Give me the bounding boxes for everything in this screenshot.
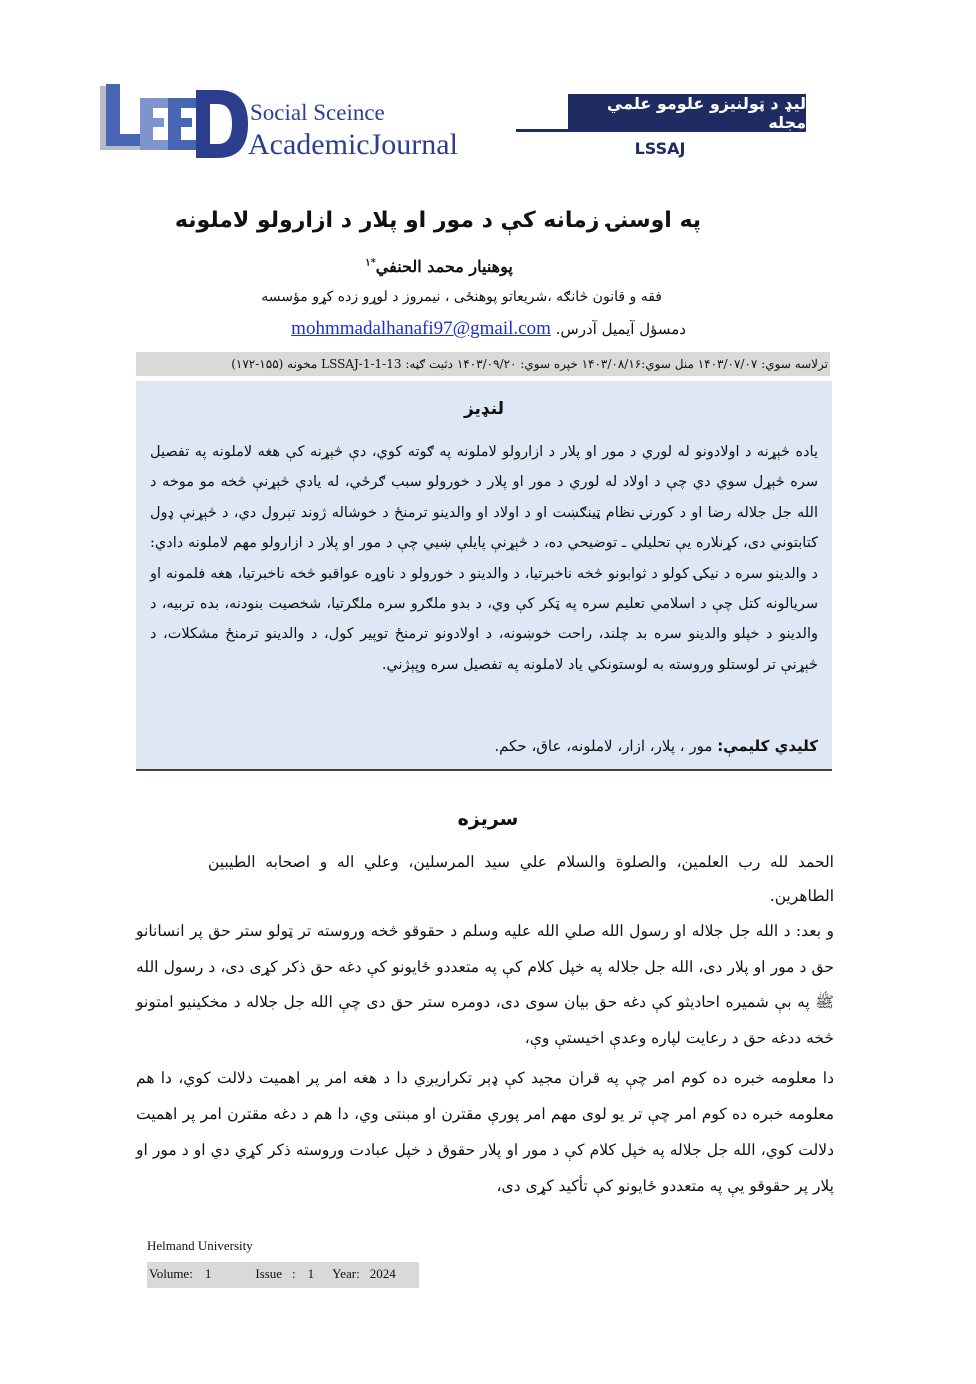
logo-subtitle-journal: AcademicJournal — [248, 128, 458, 161]
abstract-heading: لنډیز — [463, 399, 505, 419]
journal-logo — [100, 84, 250, 162]
issue-label: Issue — [255, 1266, 283, 1281]
email-label: دمسؤل آیمیل آدرس. — [555, 320, 686, 338]
volume-value: 1 — [204, 1266, 212, 1281]
journal-abbreviation: LSSAJ — [634, 139, 686, 158]
abstract-box — [136, 381, 832, 771]
volume-label: Volume: — [149, 1266, 193, 1281]
issue-value: 1 — [307, 1266, 315, 1281]
article-dates: ترلاسه سوي: ۱۴۰۳/۰۷/۰۷ منل سوي:۱۴۰۳/۰۸/۱۶ خپره سوي: ۱۴۰۳/۰۹/۲۰ دثبت ګڼه: LSSAJ-1-1-13 مخونه (۱۵۵-۱۷۲) — [136, 352, 830, 376]
email-row — [240, 318, 686, 340]
author-mark: *۱ — [365, 257, 376, 269]
author-name: پوهنیار محمد الحنفي — [375, 257, 513, 276]
keywords-list: مور ، پلار، ازار، لاملونه، عاق، حکم. — [494, 737, 713, 755]
year-value: 2024 — [369, 1266, 396, 1281]
keywords — [150, 737, 818, 755]
author-affiliation: فقه و قانون څانګه ،شریعاتو پوهنځی ، نیمروز د لوړو زده کړو مؤسسه — [261, 289, 662, 305]
footer-volume-bar — [147, 1262, 419, 1288]
year-label: Year: — [332, 1266, 360, 1281]
article-title: په اوسنۍ زمانه کې د مور او پلار د ازارولو لاملونه — [174, 208, 702, 233]
leed-logo-icon — [100, 84, 250, 162]
intro-paragraph-1: الحمد لله رب العلمین، والصلوة والسلام علي سید المرسلین، وعلي اله و اصحابه الطیبین الطاهرین. — [208, 853, 834, 905]
abstract-text: یاده څېړنه د اولادونو له لوري د مور او پلار د ازارولو لاملونه په ګوته کوي، دې څېړنه کې هغه لاملونه په تفصیل سره څېړل سوي دي چې د اولاد له لوري د مور او پلار د خورولو سبب ګرځي، له یادې څېړنې څخه مو موخه د الله جل جلاله رضا او د کورنۍ نظام ټینګښت او د اولاد او والدینو ترمنځ د خوشاله ژوند تېرول دي، د څېړنې ډول کتابتوني دی، کړنلاره یې تحلیلي ـ توضیحي ده، د څېړنې پایلې ښیي چې د مور او پلار د ازارولو مهم لاملونه دادي: د والدینو سره د نیکۍ کولو د ثوابونو څخه ناخبرتیا، د والدینو د خورولو د ناوړه عواقبو څخه ناخبرتیا، هغه فلمونه او سریالونه کتل چې د اسلامي تعلیم سره په ټکر کې وي، د بدو ملګرو سره ملګرتیا، شخصیت بنودنه، بده تربیه، د والدینو د خپلو والدینو سره بد چلند، راحت خوښونه، د اولادونو ترمنځ توپیر کول، د والدینو ترمنځ مشکلات، د څېړنې تر لوستلو وروسته به لوستونکي یاد لاملونه په تفصیل سره وپېژني. — [150, 444, 818, 673]
keywords-label: کلیدي کلیمې: — [717, 737, 818, 755]
intro-heading: سریزه — [457, 808, 519, 830]
email-link[interactable]: mohmmadalhanafi97@gmail.com — [291, 318, 551, 339]
journal-name-box — [568, 94, 806, 132]
logo-subtitle-social: Social Sceince — [250, 100, 385, 125]
issue-separator: : — [292, 1266, 296, 1281]
intro-paragraph-3: دا معلومه خبره ده کوم امر چې په قران مجید کې ډېر تکراریږي دا د هغه امر پر اهمیت دلالت کوي، دا هم معلومه خبره ده کوم امر چې تر یو لوی مهم امر پورې مقترن او مبنتی وي، دا هم د دغه مقترن امر پر اهمیت دلالت کوي، الله جل جلاله په خپل کلام کې د مور او پلار حقوق د خپل عبادت وروسته ذکر کړي دي او د مور او پلار پر حقوقو یې په متعددو ځایونو کې تأکید کړی دی، — [136, 1069, 834, 1195]
footer-university: Helmand University — [147, 1238, 253, 1253]
journal-name: لیډ د ټولنیزو علومو علمي مجله — [606, 94, 806, 132]
intro-paragraph-2: و بعد: د الله جل جلاله او رسول الله صلي الله علیه وسلم د حقوقو څخه وروسته تر ټولو ستر حق پر انسانانو حق د مور او پلار دی، الله جل جلاله په خپل کلام کې په متعددو ځایونو کې دغه حق ذکر کړی دی، د رسول الله ﷺ په بې شمیره احادیثو کې دغه حق بیان سوی دی، دومره ستر حق دی چې الله جل جلاله د مخکینیو امتونو څخه ددغه حق د رعایت لپاره وعدې اخیستې وې، — [136, 922, 834, 1047]
author-line — [300, 257, 578, 276]
journal-underline — [516, 129, 634, 132]
